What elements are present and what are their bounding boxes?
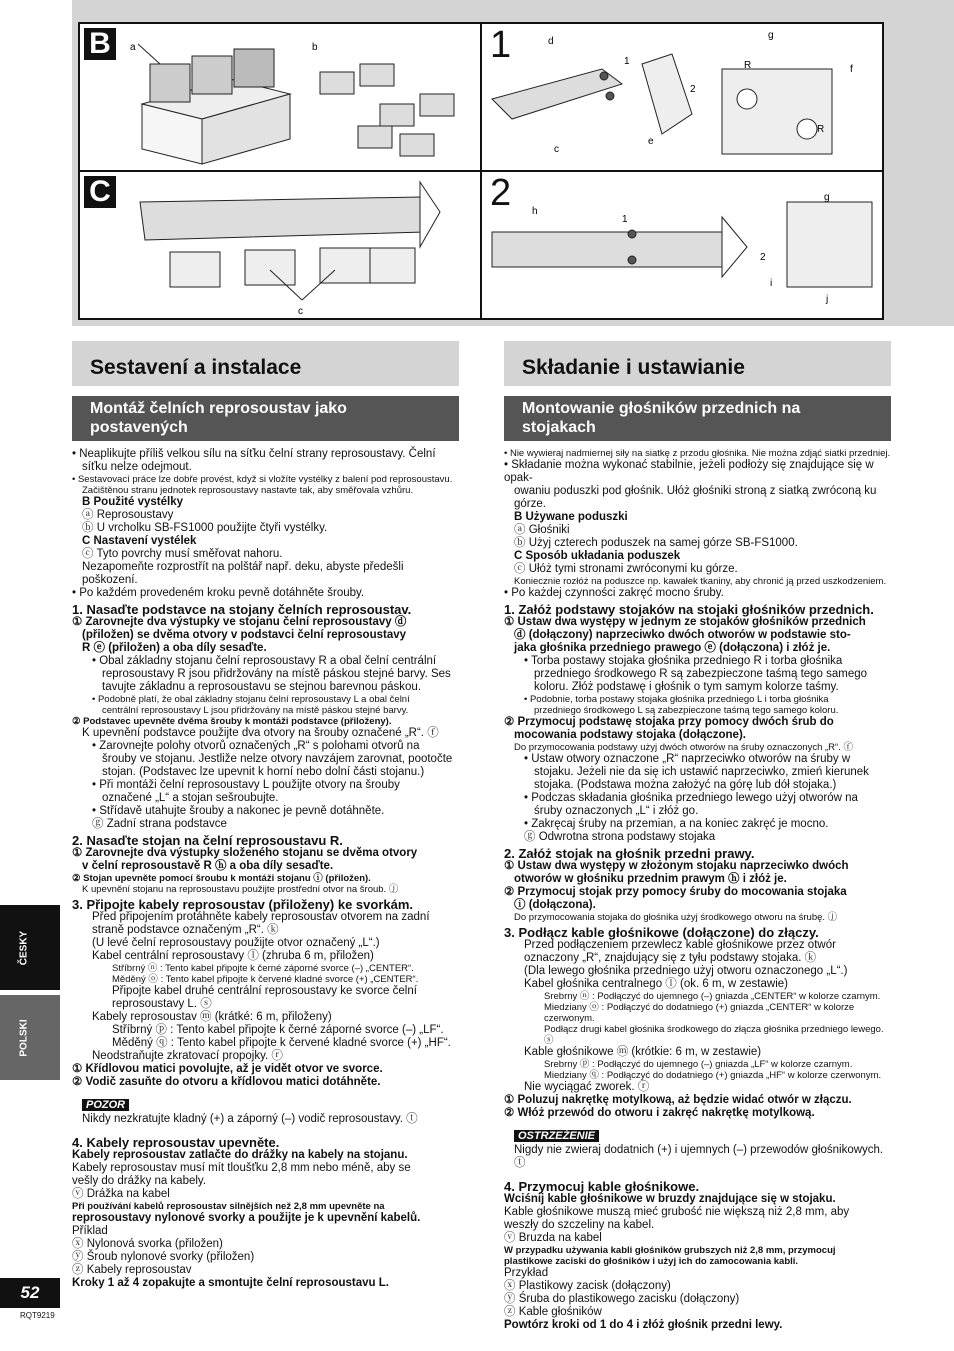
text-line: ⓓ (dołączony) naprzeciwko dwóch otworów w podstawie sto-: [514, 629, 851, 641]
text-line: označené „L“ a stojan sešroubujte.: [102, 792, 279, 804]
text-line: ② Przymocuj podstawę stojaka przy pomocy dwóch śrub do: [504, 716, 834, 728]
label-b: b: [312, 42, 318, 53]
label-c: c: [554, 144, 559, 155]
page-title-pl: Składanie i ustawianie: [522, 356, 745, 379]
label-r1: R: [744, 60, 752, 71]
text-line: Před připojením protáhněte kabely reprosoustav otvorem na zadní: [92, 911, 430, 923]
stand-base-illustration: [482, 24, 884, 172]
label-d: d: [548, 36, 554, 47]
text-line: jaka głośnika przedniego prawego ⓔ (dołączona) i złóż je.: [514, 642, 831, 654]
document-code: RQT9219: [20, 1311, 55, 1320]
text-line: ② Podstavec upevněte dvěma šrouby k montáži podstavce (přiloženy).: [72, 716, 392, 727]
step-number-1: 1: [490, 24, 512, 66]
figure-area: [72, 0, 954, 326]
text-line: 4. Kabely reprosoustav upevněte.: [72, 1135, 280, 1150]
text-line: ② Włóż przewód do otworu i zakręć nakrętkę motylkową.: [504, 1107, 815, 1119]
text-line: ⓩ Kable głośników: [504, 1306, 602, 1318]
text-line: 3. Podłącz kable głośnikowe (dołączone) do złączy.: [504, 925, 819, 940]
text-line: ⓘ (dołączona).: [514, 899, 596, 911]
text-line: Začištěnou stranu jednotek reprosoustavy nastavte tak, aby směřovala vzhůru.: [82, 485, 414, 496]
text-line: Powtórz kroki od 1 do 4 i złóż głośnik przedni lewy.: [504, 1319, 783, 1331]
text-line: • Składanie można wykonać stabilnie, jeżeli podłoży się znajdujące się w opak-: [504, 459, 874, 484]
text-line: stojaku. Jeżeli nie da się ich ustawić naprzeciwko, zmień kierunek: [534, 766, 869, 778]
warning-label-cz: POZOR: [82, 1099, 129, 1111]
text-line: Připojte kabel druhé centrální reprosoustavy ke svorce čelní: [112, 985, 417, 997]
label-g2: g: [824, 192, 830, 203]
text-line: Při používání kabelů reprosoustav silnějších než 2,8 mm upevněte na: [72, 1201, 385, 1212]
subtitle-pl: Montowanie głośników przednich na stojakach: [504, 396, 891, 441]
title-bar-pl: [504, 341, 891, 386]
text-line: Do przymocowania podstawy użyj dwóch otworów na śruby oznaczonych „R“. ⓕ: [514, 742, 853, 753]
panel-letter-b: B: [84, 28, 116, 60]
text-line: otworów w głośniku przednim prawym ⓗ i złóż je.: [514, 873, 787, 885]
page-number: 52: [0, 1278, 60, 1308]
text-line: • Zarovnejte polohy otvorů označených „R“ s polohami otvorů na: [92, 740, 420, 752]
language-tab-czech-label: ČESKY: [18, 930, 30, 965]
text-line: ⓒ Tyto povrchy musí směřovat nahoru.: [82, 548, 283, 560]
text-line: mocowania podstawy stojaka (dołączone).: [514, 729, 746, 741]
body-cz: [72, 448, 459, 1089]
text-line: ⓖ Odwrotna strona podstawy stojaka: [524, 831, 716, 843]
text-line: 3. Připojte kabely reprosoustav (přiloženy) ke svorkám.: [72, 897, 414, 912]
language-tab-czech: [0, 905, 60, 990]
warning-text-pl: Nigdy nie zwieraj dodatnich (+) i ujemnych (–) przewodów głośnikowych. ⓣ: [514, 1144, 884, 1169]
text-line: W przypadku używania kabli głośników grubszych niż 2,8 mm, przymocuj: [504, 1245, 836, 1256]
text-line: K upevnění stojanu na reprosoustavu použijte prostřední otvor na šroub. ⓙ: [82, 884, 399, 895]
text-line: ① Zarovnejte dva výstupky ve stojanu čelní reprosoustavy ⓓ: [72, 616, 407, 628]
label-h: h: [532, 206, 538, 217]
text-line: ⓐ Reprosoustavy: [82, 509, 174, 521]
text-line: Kabely reprosoustav musí mít tloušťku 2,8 mm nebo méně, aby se: [72, 1162, 411, 1174]
text-line: Měděný ⓞ : Tento kabel připojte k červené kladné svorce (+) „CENTER“.: [112, 974, 419, 985]
text-line: vešly do drážky na kabely.: [72, 1175, 207, 1187]
text-line: • Po każdej czynności zakręć mocno śruby.: [504, 587, 724, 599]
warning-label-pl: OSTRZEŻENIE: [514, 1130, 599, 1142]
text-line: przedniego środkowego R są zabezpieczone taśmą tego samego: [534, 668, 868, 680]
language-tab-polish-label: POLSKI: [18, 1018, 30, 1057]
label-j: j: [826, 294, 829, 305]
text-line: • Sestavovací práce lze dobře provést, když si vložíte vystélky z balení pod reprosoustavu.: [72, 474, 453, 485]
text-line: ② Przymocuj stojak przy pomocy śruby do mocowania stojaka: [504, 886, 847, 898]
text-line: weszły do szczeliny na kabel.: [504, 1219, 655, 1231]
text-line: ① Zarovnejte dva výstupky složeného stojanu se dvěma otvory: [72, 847, 418, 859]
label-e: e: [648, 136, 654, 147]
panel-letter-c: C: [84, 176, 116, 208]
text-line: Miedziany ⓠ : Podłączyć do dodatniego (+) gniazda „HF“ w kolorze czerwonym.: [544, 1070, 882, 1081]
cushions-illustration: [80, 24, 482, 172]
text-line: Kable głośnikowe ⓜ (krótkie: 6 m, w zestawie): [524, 1046, 762, 1058]
text-line: ① Křídlovou matici povolujte, až je vidět otvor ve svorce.: [72, 1063, 383, 1075]
text-line: B Używane poduszki: [514, 511, 628, 523]
step-number-2: 2: [490, 172, 512, 214]
text-line: ⓨ Šroub nylonové svorky (přiložen): [72, 1251, 255, 1263]
text-line: reprosoustavy nylonové svorky a použijte je k upevnění kabelů.: [72, 1212, 421, 1224]
label-f: f: [850, 64, 853, 75]
text-line: • Ustaw otwory oznaczone „R“ naprzeciwko otworów na śruby w: [524, 753, 851, 765]
text-line: Kabely reprosoustav ⓜ (krátké: 6 m, přiloženy): [92, 1011, 332, 1023]
text-line: Srebrny ⓝ : Podłączyć do ujemnego (–) gniazda „CENTER“ w kolorze czarnym.: [544, 991, 881, 1002]
text-line: • Torba postawy stojaka głośnika przedniego R i torba głośnika: [524, 655, 843, 667]
text-line: oznaczony „R“, znajdujący się z tyłu podstawy stojaka. ⓚ: [524, 952, 817, 964]
text-line: Nezapomeňte rozprostřít na polštář např. deku, abyste předešli poškození.: [82, 561, 404, 586]
text-line: przedniego środkowego L są zabezpieczone taśmą tego samego koloru.: [534, 705, 839, 716]
text-line: koloru. Złóż podstawę i głośnik o tym samym kolorze taśmy.: [534, 681, 839, 693]
figure-panel-step1: [480, 22, 884, 172]
warning-text-cz: Nikdy nezkratujte kladný (+) a záporný (–) vodič reprosoustavy. ⓣ: [82, 1113, 418, 1125]
body2-pl: [504, 1180, 891, 1332]
text-line: Nie wyciągać zworek. ⓡ: [524, 1081, 650, 1093]
title-bar-cz: [72, 341, 459, 386]
text-line: ⓩ Kabely reprosoustav: [72, 1264, 192, 1276]
label-2b: 2: [760, 252, 766, 263]
text-line: ⓧ Nylonová svorka (přiložen): [72, 1238, 223, 1250]
text-line: ⓧ Plastikowy zacisk (dołączony): [504, 1280, 671, 1292]
czech-column: [72, 341, 459, 1290]
page-title-cz: Sestavení a instalace: [90, 356, 302, 379]
text-line: Przed podłączeniem przewlecz kable głośnikowe przez otwór: [524, 939, 836, 951]
text-line: síťku nelze odejmout.: [82, 461, 192, 473]
text-line: straně podstavce označeným „R“. ⓚ: [92, 924, 279, 936]
text-line: reprosoustavy R jsou přidržovány na místě páskou stejné barvy. Ses: [102, 668, 451, 680]
text-line: • Obal základny stojanu čelní reprosoustavy R a obal čelní centrální: [92, 655, 437, 667]
text-line: tavujte základnu a reprosoustavu se stejnou barevnou páskou.: [102, 681, 422, 693]
text-line: Kable głośnikowe muszą mieć grubość nie większą niż 2,8 mm, aby: [504, 1206, 850, 1218]
body-pl: [504, 448, 891, 1120]
text-line: 4. Przymocuj kable głośnikowe.: [504, 1179, 700, 1194]
body2-cz: [72, 1136, 459, 1290]
text-line: Miedziany ⓞ : Podłączyć do dodatniego (+) gniazda „CENTER“ w kolorze czerwonym.: [544, 1002, 855, 1024]
text-line: C Nastavení vystélek: [82, 535, 197, 547]
text-line: • Zakręcaj śruby na przemian, a na koniec zakręć je mocno.: [524, 818, 829, 830]
text-line: šrouby ve stojanu. Jestliže nelze otvory navzájem zarovnat, pootočte: [102, 753, 453, 765]
text-line: (U levé čelní reprosoustavy použijte otvor označený „L“.): [92, 937, 380, 949]
text-line: Do przymocowania stojaka do głośnika użyj środkowego otworu na śrubę. ⓙ: [514, 912, 838, 923]
text-line: centrální reprosoustavy L jsou přidržovány na místě páskou stejné barvy.: [102, 705, 409, 716]
text-line: Stříbrný ⓝ : Tento kabel připojte k černé záporné svorce (–) „CENTER“.: [112, 963, 414, 974]
text-line: • Střídavě utahujte šrouby a nakonec je pevně dotáhněte.: [92, 805, 385, 817]
label-a: a: [130, 42, 136, 53]
label-g: g: [768, 30, 774, 41]
text-line: Koniecznie rozłóż na poduszce np. kawałek tkaniny, aby chronić ją przed uszkodzeniem.: [514, 576, 887, 587]
polish-column: [504, 341, 891, 1332]
text-line: • Nie wywieraj nadmiernej siły na siatkę z przodu głośnika. Nie można zdjąć siatki przedniej.: [504, 448, 891, 459]
text-line: plastikowe zaciski do głośników i użyj ich do zamocowania kabli.: [504, 1256, 799, 1267]
text-line: stojan. (Podstavec lze upevnit k horní nebo dolní části stojanu.): [102, 766, 425, 778]
text-line: K upevnění podstavce použijte dva otvory na šrouby označené „R“. ⓕ: [82, 727, 439, 739]
text-line: ⓑ U vrcholku SB-FS1000 použijte čtyři vystélky.: [82, 522, 328, 534]
text-line: 1. Nasaďte podstavce na stojany čelních reprosoustav.: [72, 602, 412, 617]
text-line: • Při montáži čelní reprosoustavy L použijte otvory na šrouby: [92, 779, 400, 791]
text-line: R ⓔ (přiložen) a oba díly sesaďte.: [82, 642, 267, 654]
text-line: Příklad: [72, 1225, 108, 1237]
text-line: 2. Załóż stojak na głośnik przedni prawy.: [504, 846, 755, 861]
text-line: Neodstraňujte zkratovací propojky. ⓡ: [92, 1050, 283, 1062]
text-line: ⓖ Zadní strana podstavce: [92, 818, 227, 830]
text-line: Kabely reprosoustav zatlačte do drážky na kabely na stojanu.: [72, 1149, 408, 1161]
text-line: Srebrny ⓟ : Podłączyć do ujemnego (–) gniazda „LF“ w kolorze czarnym.: [544, 1059, 853, 1070]
text-line: 1. Załóż podstawy stojaków na stojaki głośników przednich.: [504, 602, 874, 617]
text-line: C Sposób układania poduszek: [514, 550, 681, 562]
text-line: reprosoustavy L. ⓢ: [112, 998, 212, 1010]
language-tab-polish: [0, 995, 60, 1080]
label-r2: R: [817, 124, 825, 135]
text-line: ① Ustaw dwa występy w złożonym stojaku naprzeciwko dwóch: [504, 860, 849, 872]
text-line: Kabel centrální reprosoustavy ⓛ (zhruba 6 m, přiložen): [92, 950, 374, 962]
text-line: Wciśnij kable głośnikowe w bruzdy znajdujące się w stojaku.: [504, 1193, 836, 1205]
text-line: śruby oznaczonych „L“ i złóż go.: [534, 805, 699, 817]
text-line: ⓨ Śruba do plastikowego zacisku (dołączony): [504, 1293, 740, 1305]
text-line: • Podobně platí, že obal základny stojanu čelní reprosoustavy L a obal čelní: [92, 694, 410, 705]
text-line: ⓑ Użyj czterech poduszek na samej górze SB-FS1000.: [514, 537, 798, 549]
text-line: 2. Nasaďte stojan na čelní reprosoustavu R.: [72, 833, 343, 848]
text-line: Měděný ⓠ : Tento kabel připojte k červené kladné svorce (+) „HF“.: [112, 1037, 451, 1049]
text-line: ② Stojan upevněte pomocí šroubu k montáži stojanu ⓘ (přiložen).: [72, 873, 371, 884]
label-1b: 1: [622, 214, 628, 225]
text-line: ⓐ Głośniki: [514, 524, 570, 536]
figure-panel-b: [78, 22, 482, 172]
label-2: 2: [690, 84, 696, 95]
label-c2: c: [298, 306, 303, 317]
text-line: • Po každém provedeném kroku pevně dotáhněte šrouby.: [72, 587, 365, 599]
text-line: ① Poluzuj nakrętkę motylkową, aż będzie widać otwór w złączu.: [504, 1094, 852, 1106]
text-line: owaniu poduszki pod głośnik. Ułóż głośniki stroną z siatką zwróconą ku górze.: [514, 485, 877, 510]
text-line: ② Vodič zasuňte do otvoru a křídlovou matici dotáhněte.: [72, 1076, 381, 1088]
text-line: stojaka. (Podstawa można założyć na górę lub dół stojaka.): [534, 779, 837, 791]
text-line: Kroky 1 až 4 zopakujte a smontujte čelní reprosoustavu L.: [72, 1277, 389, 1289]
text-line: Kabel głośnika centralnego ⓛ (ok. 6 m, w zestawie): [524, 978, 788, 990]
speaker-on-cushions-illustration: [80, 172, 482, 320]
stand-attach-illustration: [482, 172, 884, 320]
text-line: v čelní reprosoustavě R ⓗ a oba díly sesaďte.: [82, 860, 334, 872]
text-line: ⓥ Drážka na kabel: [72, 1188, 170, 1200]
label-i: i: [770, 278, 773, 289]
text-line: ① Ustaw dwa występy w jednym ze stojaków głośników przednich: [504, 616, 866, 628]
text-line: Stříbrný ⓟ : Tento kabel připojte k černé záporné svorce (–) „LF“.: [112, 1024, 444, 1036]
text-line: • Neaplikujte příliš velkou sílu na síťku čelní strany reprosoustavy. Čelní: [72, 448, 436, 460]
figure-panel-c: [78, 170, 482, 320]
text-line: • Podczas składania głośnika przedniego lewego użyj otworów na: [524, 792, 858, 804]
text-line: Przykład: [504, 1267, 549, 1279]
text-line: B Použité vystélky: [82, 496, 183, 508]
text-line: (přiložen) se dvěma otvory v podstavci čelní reprosoustavy: [82, 629, 407, 641]
text-line: Podłącz drugi kabel głośnika środkowego do złącza głośnika przedniego lewego. ⓢ: [544, 1024, 884, 1046]
figure-panel-step2: [480, 170, 884, 320]
label-1: 1: [624, 56, 630, 67]
text-line: • Podobnie, torba postawy stojaka głośnika przedniego L i torba głośnika: [524, 694, 829, 705]
subtitle-cz: Montáž čelních reprosoustav jako postavených: [72, 396, 459, 441]
text-line: ⓒ Ułóż tymi stronami zwróconymi ku górze.: [514, 563, 738, 575]
text-line: ⓥ Bruzda na kabel: [504, 1232, 602, 1244]
text-line: (Dla lewego głośnika przedniego użyj otworu oznaczonego „L“.): [524, 965, 848, 977]
